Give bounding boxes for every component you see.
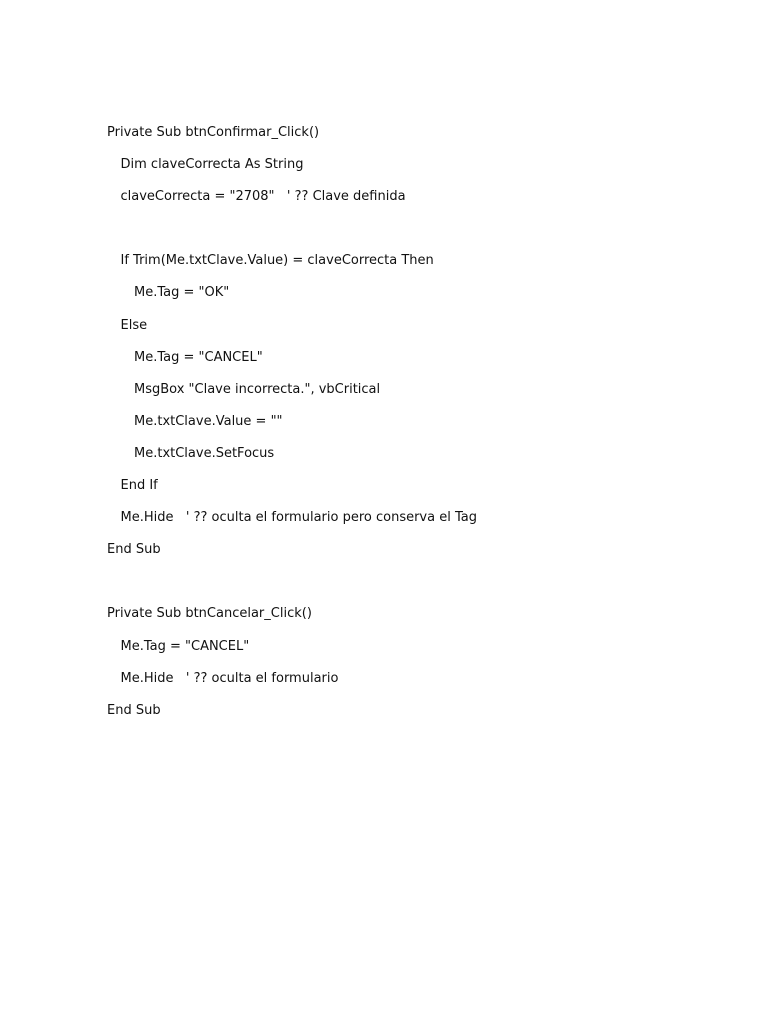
code-line: Me.Hide ' ?? oculta el formulario	[120, 670, 339, 686]
code-line: Me.txtClave.SetFocus	[134, 445, 275, 461]
blank-line	[107, 220, 707, 252]
code-line: If Trim(Me.txtClave.Value) = claveCorrecta Then	[120, 253, 434, 269]
code-line: Else	[120, 317, 148, 333]
code-line: Me.Tag = "OK"	[134, 285, 230, 301]
blank-line	[107, 573, 707, 605]
code-line: MsgBox "Clave incorrecta.", vbCritical	[134, 381, 381, 397]
code-line: Me.Tag = "CANCEL"	[120, 638, 250, 654]
code-line: End Sub	[107, 702, 161, 718]
code-text-block	[107, 124, 707, 734]
code-line: Me.Tag = "CANCEL"	[134, 349, 263, 365]
code-line: Private Sub btnCancelar_Click()	[107, 606, 312, 622]
code-line: claveCorrecta = "2708" ' ?? Clave definida	[120, 189, 406, 205]
code-line: End If	[120, 478, 158, 494]
code-line: Me.Hide ' ?? oculta el formulario pero conserva el Tag	[120, 510, 477, 526]
code-line: Private Sub btnConfirmar_Click()	[107, 125, 320, 140]
code-line: Dim claveCorrecta As String	[120, 157, 304, 173]
code-line: End Sub	[107, 542, 161, 558]
code-line: Me.txtClave.Value = ""	[134, 413, 283, 429]
